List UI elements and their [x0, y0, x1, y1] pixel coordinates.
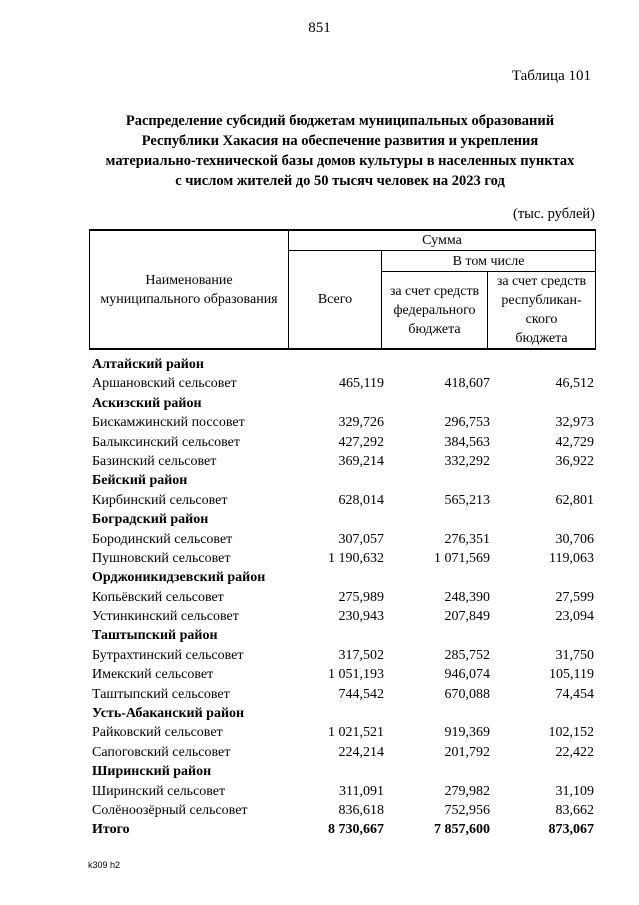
federal-amount: 7 857,600	[434, 822, 490, 838]
total-amount: 1 021,521	[328, 725, 384, 741]
footer-code: k309 h2	[88, 860, 121, 870]
republican-amount: 74,454	[555, 686, 594, 702]
title-line: с числом жителей до 50 тысяч человек на 2023 год	[175, 173, 505, 189]
district-row	[92, 394, 596, 413]
table-row	[92, 549, 596, 568]
municipality-name: Итого	[92, 822, 130, 838]
federal-amount: 201,792	[444, 744, 490, 760]
republican-amount: 31,750	[555, 647, 594, 663]
header-republican-line: за счет средств	[496, 274, 587, 289]
federal-amount: 384,563	[444, 434, 490, 450]
header-including-cell	[382, 251, 595, 271]
title-line: материально-технической базы домов культуры в населенных пунктах	[105, 153, 575, 169]
header-republican-line: бюджета	[515, 331, 568, 346]
republican-amount: 46,512	[555, 376, 594, 392]
total-amount: 307,057	[338, 531, 384, 547]
district-name: Аскизский район	[92, 395, 202, 411]
republican-amount: 23,094	[555, 609, 594, 625]
federal-amount: 418,607	[444, 376, 490, 392]
units-label: (тыс. рублей)	[513, 206, 595, 222]
municipality-name: Копьёвский сельсовет	[92, 589, 224, 605]
district-row	[92, 626, 596, 645]
table-row	[92, 433, 596, 452]
total-amount: 224,214	[338, 744, 384, 760]
table-row	[92, 413, 596, 432]
federal-amount: 248,390	[444, 589, 490, 605]
republican-amount: 32,973	[555, 415, 594, 431]
document-title	[70, 111, 610, 191]
table-row	[92, 588, 596, 607]
header-sum: Сумма	[422, 233, 462, 248]
table-body	[92, 355, 596, 840]
republican-amount: 31,109	[555, 783, 594, 799]
total-amount: 230,943	[338, 609, 384, 625]
republican-amount: 42,729	[555, 434, 594, 450]
republican-amount: 873,067	[548, 822, 594, 838]
republican-amount: 62,801	[555, 492, 594, 508]
municipality-name: Райковский сельсовет	[92, 725, 223, 741]
republican-amount: 36,922	[555, 453, 594, 469]
total-amount: 369,214	[338, 453, 384, 469]
district-name: Бейский район	[92, 473, 188, 489]
municipality-name: Ширинский сельсовет	[92, 783, 226, 799]
federal-amount: 946,074	[444, 667, 490, 683]
district-row	[92, 704, 596, 723]
table-row	[92, 801, 596, 820]
header-federal-line: за счет средств	[389, 283, 480, 299]
header-name-line: Наименование	[145, 272, 233, 288]
header-federal-line: бюджета	[408, 321, 461, 337]
district-name: Таштыпский район	[92, 628, 218, 644]
table-header	[89, 229, 596, 350]
municipality-name: Таштыпский сельсовет	[92, 686, 230, 702]
table-label: Таблица 101	[511, 68, 591, 84]
district-name: Усть-Абаканский район	[92, 706, 245, 722]
table-row	[92, 665, 596, 684]
page-number: 851	[308, 20, 331, 36]
table-row	[92, 782, 596, 801]
total-amount: 1 190,632	[328, 550, 384, 566]
header-total-cell	[289, 251, 381, 348]
total-amount: 1 051,193	[328, 667, 384, 683]
federal-amount: 332,292	[444, 453, 490, 469]
municipality-name: Бородинский сельсовет	[92, 531, 233, 547]
table-row	[92, 646, 596, 665]
district-row	[92, 510, 596, 529]
municipality-name: Балыксинский сельсовет	[92, 434, 240, 450]
total-amount: 628,014	[338, 492, 384, 508]
republican-amount: 102,152	[548, 725, 594, 741]
total-row	[92, 820, 596, 839]
federal-amount: 752,956	[444, 802, 490, 818]
republican-amount: 83,662	[555, 802, 594, 818]
table-row	[92, 491, 596, 510]
republican-amount: 22,422	[555, 744, 594, 760]
header-federal-line: федерального	[393, 302, 476, 318]
table-row	[92, 530, 596, 549]
table-row	[92, 685, 596, 704]
municipality-name: Кирбинский сельсовет	[92, 492, 228, 508]
municipality-name: Аршановский сельсовет	[92, 376, 237, 392]
republican-amount: 119,063	[549, 550, 594, 566]
federal-amount: 279,982	[444, 783, 490, 799]
header-border	[89, 348, 596, 350]
federal-amount: 565,213	[444, 492, 490, 508]
municipality-name: Пушновский сельсовет	[92, 550, 231, 566]
municipality-name: Бискамжинский поссовет	[92, 415, 245, 431]
header-republican-line: республикан-	[501, 293, 582, 308]
district-name: Ширинский район	[92, 764, 212, 780]
header-federal-cell	[382, 272, 487, 348]
header-border	[595, 229, 596, 350]
district-row	[92, 568, 596, 587]
municipality-name: Базинский сельсовет	[92, 453, 217, 469]
municipality-name: Бутрахтинский сельсовет	[92, 647, 244, 663]
municipality-name: Сапоговский сельсовет	[92, 744, 231, 760]
federal-amount: 276,351	[444, 531, 490, 547]
district-name: Орджоникидзевский район	[92, 570, 266, 586]
total-amount: 836,618	[338, 802, 384, 818]
district-row	[92, 762, 596, 781]
table-row	[92, 374, 596, 393]
federal-amount: 296,753	[444, 415, 490, 431]
total-amount: 744,542	[338, 686, 384, 702]
republican-amount: 105,119	[549, 667, 594, 683]
table-row	[92, 743, 596, 762]
table-row	[92, 607, 596, 626]
republican-amount: 27,599	[555, 589, 594, 605]
municipality-name: Устинкинский сельсовет	[92, 609, 239, 625]
district-row	[92, 471, 596, 490]
header-including: В том числе	[452, 253, 525, 269]
total-amount: 311,091	[339, 783, 384, 799]
federal-amount: 670,088	[444, 686, 490, 702]
header-total: Всего	[317, 292, 353, 307]
title-line: Распределение субсидий бюджетам муниципальных образований	[125, 113, 555, 129]
header-name-line: муниципального образования	[100, 291, 278, 307]
federal-amount: 919,369	[444, 725, 490, 741]
total-amount: 465,119	[339, 376, 384, 392]
federal-amount: 1 071,569	[434, 550, 490, 566]
title-line: Республики Хакасия на обеспечение развития и укрепления	[141, 133, 539, 149]
header-sum-cell	[289, 231, 595, 250]
district-name: Боградский район	[92, 512, 209, 528]
municipality-name: Имекский сельсовет	[92, 667, 214, 683]
district-name: Алтайский район	[92, 357, 204, 372]
header-name-cell	[90, 231, 288, 348]
total-amount: 8 730,667	[328, 822, 384, 838]
total-amount: 427,292	[338, 434, 384, 450]
table-row	[92, 452, 596, 471]
table-row	[92, 723, 596, 742]
header-republican-line: ского	[525, 312, 558, 327]
header-republican-cell	[488, 272, 595, 348]
district-row	[92, 355, 596, 374]
total-amount: 275,989	[338, 589, 384, 605]
federal-amount: 207,849	[444, 609, 490, 625]
republican-amount: 30,706	[555, 531, 594, 547]
total-amount: 329,726	[338, 415, 384, 431]
total-amount: 317,502	[338, 647, 384, 663]
federal-amount: 285,752	[444, 647, 490, 663]
municipality-name: Солёноозёрный сельсовет	[92, 802, 248, 818]
